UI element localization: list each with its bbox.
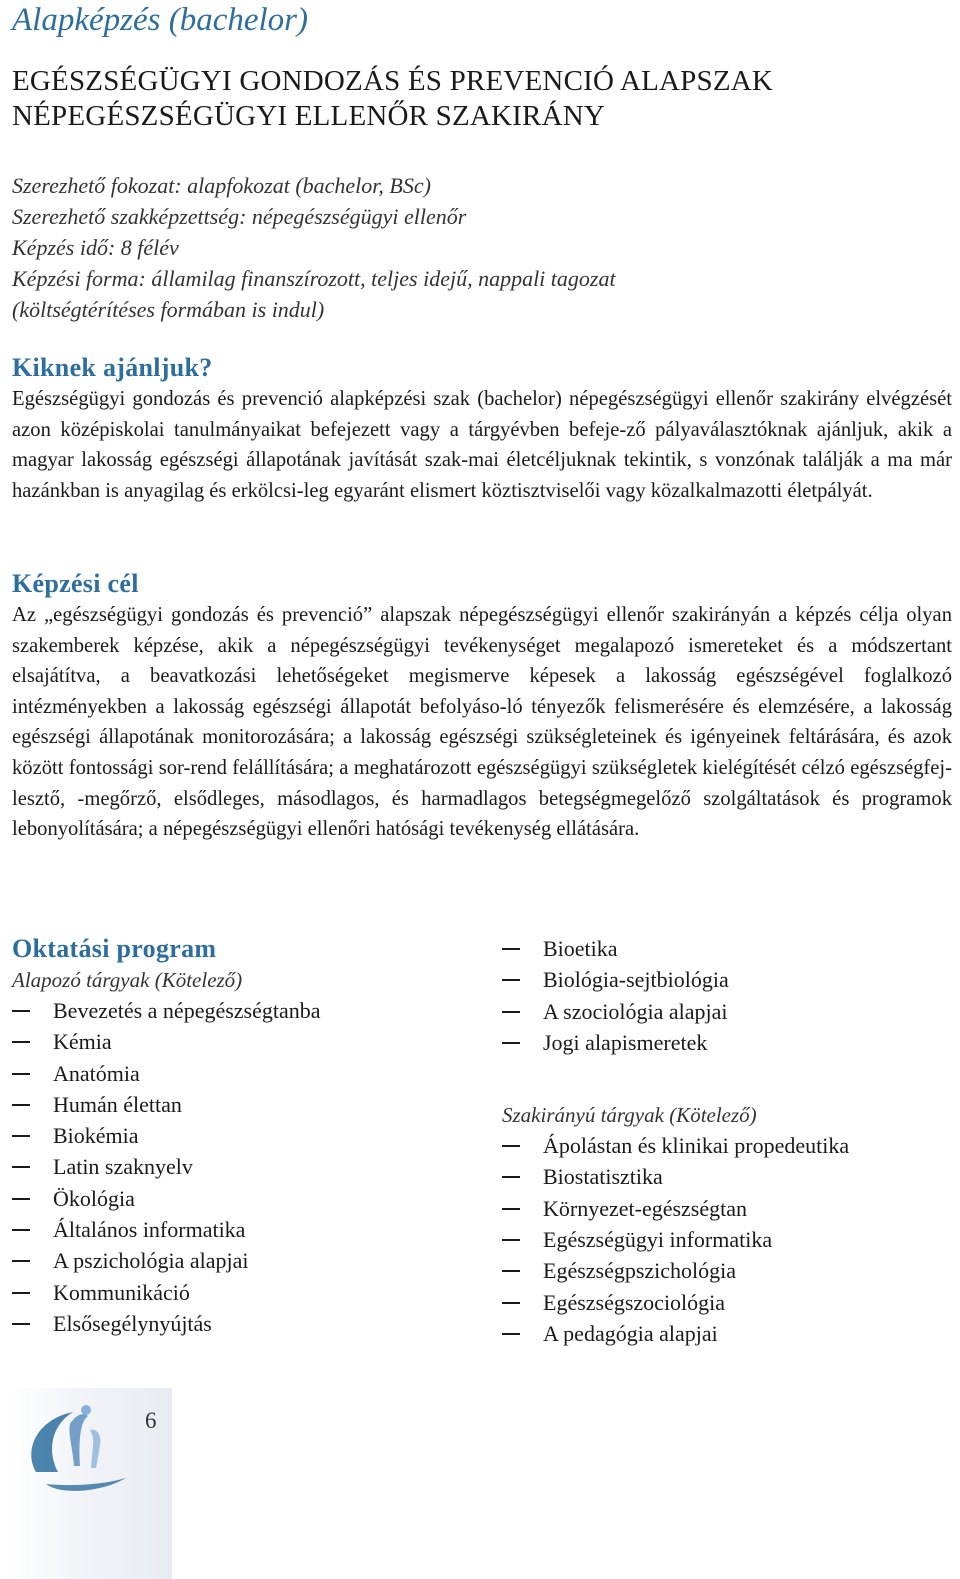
dash-icon bbox=[502, 948, 520, 950]
subject-item: Elsősegélynyújtás bbox=[12, 1308, 472, 1339]
subject-item: Kommunikáció bbox=[12, 1277, 472, 1308]
program-title bbox=[12, 64, 773, 134]
meta-degree: Szerezhető fokozat: alapfokozat (bachelor, BSc) bbox=[12, 173, 431, 198]
dash-icon bbox=[12, 1104, 30, 1106]
subject-item: A pedagógia alapjai bbox=[502, 1318, 942, 1349]
section-title: Alapképzés (bachelor) bbox=[12, 2, 308, 38]
program-title-line: NÉPEGÉSZSÉGÜGYI ELLENŐR SZAKIRÁNY bbox=[12, 100, 606, 132]
dash-icon bbox=[12, 1229, 30, 1231]
section-heading: Kiknek ajánljuk? bbox=[12, 353, 213, 382]
dash-icon bbox=[502, 1145, 520, 1147]
subject-item: Egészségügyi informatika bbox=[502, 1224, 942, 1255]
section-recommended-for bbox=[12, 352, 952, 506]
subject-item: Biokémia bbox=[12, 1120, 472, 1151]
section-paragraph: Az „egészségügyi gondozás és prevenció” alapszak népegészségügyi ellenőr szakirányán a képzés célja olyan szakemberek képzése, akik a népegészségügyi tevékenységet megalapozó ismereteket és a módszertant elsajátítva, a beavatkozási lehetőségeket megismerve képesek a lakosság egészségével foglalkozó intézményekben a lakosság egészségi állapotát befolyáso-ló tényezők felismerésére és elemzésére, a lakosság egészségi állapotának monitorozására; a lakosság egészségi szükségleteinek és igényeinek feltárására, és azok között fontossági sor-rend felállítására; a meghatározott egészségügyi szükségletek kielégítését célzó egészségfej-lesztő, -megőrző, elsődleges, másodlagos, és harmadlagos betegségmegelőző szolgáltatások és programok lebonyolítására; a népegészségügyi ellenőri hatósági tevékenység ellátására. bbox=[12, 604, 952, 841]
meta-duration: Képzés idő: 8 félév bbox=[12, 235, 179, 260]
dash-icon bbox=[502, 1239, 520, 1241]
subject-item: Ápolástan és klinikai propedeutika bbox=[502, 1130, 942, 1161]
subject-item: Ökológia bbox=[12, 1183, 472, 1214]
dash-icon bbox=[502, 1176, 520, 1178]
dash-icon bbox=[502, 1208, 520, 1210]
subject-list-basic-right bbox=[502, 933, 942, 1058]
subject-item: Jogi alapismeretek bbox=[502, 1027, 942, 1058]
dash-icon bbox=[12, 1260, 30, 1262]
dash-icon bbox=[12, 1292, 30, 1294]
dash-icon bbox=[502, 1270, 520, 1272]
section-training-goal bbox=[12, 568, 952, 845]
dash-icon bbox=[12, 1010, 30, 1012]
subject-item: Anatómia bbox=[12, 1058, 472, 1089]
subject-item: Általános informatika bbox=[12, 1214, 472, 1245]
subject-item: Kémia bbox=[12, 1026, 472, 1057]
subject-item: Biológia-sejtbiológia bbox=[502, 964, 942, 995]
dash-icon bbox=[12, 1166, 30, 1168]
subject-item: A szociológia alapjai bbox=[502, 996, 942, 1027]
subject-item: Egészségszociológia bbox=[502, 1287, 942, 1318]
dash-icon bbox=[502, 1302, 520, 1304]
dash-icon bbox=[502, 1333, 520, 1335]
subject-list-basic-left bbox=[12, 995, 472, 1339]
meta-form-note: (költségtérítéses formában is indul) bbox=[12, 297, 325, 322]
page-number: 6 bbox=[145, 1408, 157, 1433]
section-heading: Oktatási program bbox=[12, 934, 217, 963]
subject-item: Egészségpszichológia bbox=[502, 1255, 942, 1286]
program-meta bbox=[12, 170, 616, 325]
subject-item: A pszichológia alapjai bbox=[12, 1245, 472, 1276]
dash-icon bbox=[12, 1323, 30, 1325]
subject-group-heading: Alapozó tárgyak (Kötelező) bbox=[12, 968, 243, 992]
institution-logo-icon bbox=[18, 1394, 138, 1504]
subject-item: Latin szaknyelv bbox=[12, 1151, 472, 1182]
dash-icon bbox=[502, 1011, 520, 1013]
dash-icon bbox=[12, 1198, 30, 1200]
section-curriculum-continued bbox=[502, 933, 942, 1349]
subject-item: Bioetika bbox=[502, 933, 942, 964]
subject-item: Biostatisztika bbox=[502, 1161, 942, 1192]
meta-form: Képzési forma: államilag finanszírozott, teljes idejű, nappali tagozat bbox=[12, 266, 616, 291]
program-title-line: EGÉSZSÉGÜGYI GONDOZÁS ÉS PREVENCIÓ ALAPSZAK bbox=[12, 65, 774, 97]
section-heading: Képzési cél bbox=[12, 569, 139, 598]
subject-item: Környezet-egészségtan bbox=[502, 1193, 942, 1224]
dash-icon bbox=[502, 979, 520, 981]
dash-icon bbox=[12, 1135, 30, 1137]
footer-logo-area bbox=[12, 1388, 172, 1579]
subject-item: Humán élettan bbox=[12, 1089, 472, 1120]
dash-icon bbox=[12, 1041, 30, 1043]
dash-icon bbox=[502, 1042, 520, 1044]
subject-group-heading: Szakirányú tárgyak (Kötelező) bbox=[502, 1103, 757, 1128]
section-curriculum bbox=[12, 933, 472, 1339]
subject-item: Bevezetés a népegészségtanba bbox=[12, 995, 472, 1026]
meta-qualification: Szerezhető szakképzettség: népegészségügyi ellenőr bbox=[12, 204, 467, 229]
dash-icon bbox=[12, 1073, 30, 1075]
subject-list-specialized bbox=[502, 1130, 942, 1349]
section-paragraph: Egészségügyi gondozás és prevenció alapképzési szak (bachelor) népegészségügyi ellenőr szakirány elvégzését azon középiskolai tanulmányaikat befejezett vagy a tárgyévben befeje-ző pályaválasztóknak ajánljuk, akik a magyar lakosság egészségi állapotának javítását szak-mai életcéljuknak tekintik, s vonzónak találják a ma már hazánkban is anyagilag és erkölcsi-leg egyaránt elismert köztisztviselői vagy közalkalmazotti életpályát. bbox=[12, 388, 952, 502]
